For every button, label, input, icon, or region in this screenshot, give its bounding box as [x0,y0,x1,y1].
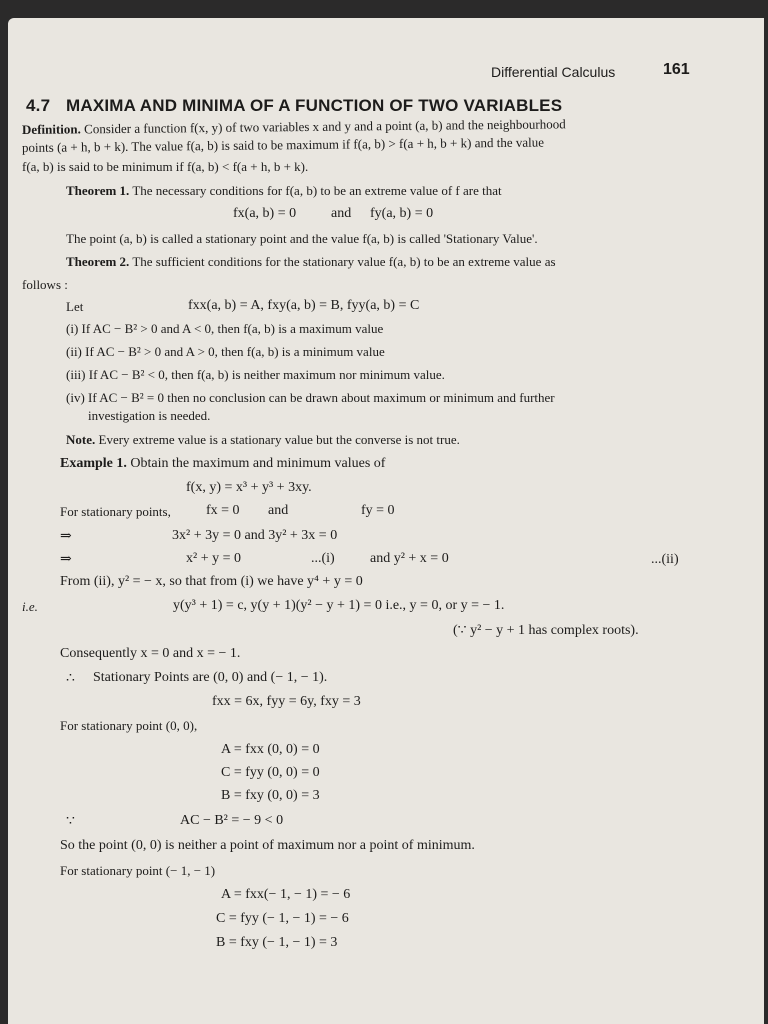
condition-case-1: (i) If AC − B² > 0 and A < 0, then f(a, b) is a maximum value [66,321,384,336]
theorem-2-text: The sufficient conditions for the stationary value f(a, b) to be an extreme value as [132,254,556,269]
sp1-conclusion: So the point (0, 0) is neither a point of maximum nor a point of minimum. [60,838,475,853]
theorem-1 [66,183,502,199]
condition-case-4-cont: investigation is needed. [88,408,211,423]
sp2-C: C = fyy (− 1, − 1) = − 6 [216,911,349,926]
complex-roots-note: (∵ y² − y + 1 has complex roots). [453,623,639,638]
sp1-label: For stationary point (0, 0), [60,718,198,733]
equation-line-a: 3x² + 3y = 0 and 3y² + 3x = 0 [172,528,338,543]
sp-and: and [268,503,289,518]
sp1-A: A = fxx (0, 0) = 0 [221,742,320,757]
note-text: Every extreme value is a stationary value but the converse is not true. [98,432,460,447]
from-ii-line: From (ii), y² = − x, so that from (i) we have y⁴ + y = 0 [60,574,363,589]
sp-eq-2: fy = 0 [361,503,395,518]
sp2-label: For stationary point (− 1, − 1) [60,863,216,878]
example-1 [60,456,385,472]
definition-label: Definition. [21,121,81,137]
theorem-1-label: Theorem 1. [66,183,130,198]
page-number: 161 [663,61,690,78]
theorem-2 [66,254,556,270]
theorem-1-eq-2: fy(a, b) = 0 [370,206,434,221]
sp1-B: B = fxy (0, 0) = 3 [221,788,320,803]
equation-ii: and y² + x = 0 [370,551,449,566]
stationary-points-label: For stationary points, [60,504,171,519]
example-function: f(x, y) = x³ + y³ + 3xy. [186,480,312,495]
example-label: Example 1. [60,456,127,471]
equation-i-tag: ...(i) [311,551,335,566]
second-derivatives: fxx = 6x, fyy = 6y, fxy = 3 [212,694,361,709]
definition-line-2: points (a + h, b + k). The value f(a, b) is said to be maximum if f(a, b) > f(a + h, b + k) and the value [21,134,545,155]
condition-case-3: (iii) If AC − B² < 0, then f(a, b) is neither maximum nor minimum value. [66,367,445,382]
theorem-1-text: The necessary conditions for f(a, b) to be an extreme value of f are that [132,183,502,198]
solve-line: y(y³ + 1) = c, y(y + 1)(y² − y + 1) = 0 i.e., y = 0, or y = − 1. [173,598,505,613]
sp1-AC: AC − B² = − 9 < 0 [180,813,284,828]
theorem-1-and: and [331,206,352,221]
sp2-A: A = fxx(− 1, − 1) = − 6 [221,887,351,902]
book-page [8,18,764,1024]
sp-eq-1: fx = 0 [206,503,240,518]
note-label: Note. [66,432,96,447]
section-number: 4.7 [26,96,51,115]
condition-case-4: (iv) If AC − B² = 0 then no conclusion can be drawn about maximum or minimum and further [66,390,555,405]
equation-i: x² + y = 0 [186,551,241,566]
stationary-points-result: Stationary Points are (0, 0) and (− 1, − 1). [93,670,328,685]
theorem-2-let: Let [66,299,84,314]
example-text: Obtain the maximum and minimum values of [130,456,386,471]
stationary-point-definition: The point (a, b) is called a stationary point and the value f(a, b) is called 'Stationary Value'. [66,231,538,246]
implies-symbol-2: ⇒ [60,552,72,567]
because-symbol: ∵ [66,814,75,829]
sp1-C: C = fyy (0, 0) = 0 [221,765,320,780]
note [66,432,460,448]
theorem-1-eq-1: fx(a, b) = 0 [233,206,297,221]
ie-margin: i.e. [22,599,38,614]
theorem-2-label: Theorem 2. [66,254,130,269]
definition-text: Consider a function f(x, y) of two variables x and y and a point (a, b) and the neighbourhood [84,116,566,137]
consequently-line: Consequently x = 0 and x = − 1. [60,646,241,661]
equation-ii-tag: ...(ii) [651,552,679,567]
sp2-B: B = fxy (− 1, − 1) = 3 [216,935,338,950]
therefore-symbol: ∴ [66,671,75,686]
theorem-2-let-eq: fxx(a, b) = A, fxy(a, b) = B, fyy(a, b) = C [188,298,420,313]
condition-case-2: (ii) If AC − B² > 0 and A > 0, then f(a, b) is a minimum value [66,344,385,359]
definition-line-3: f(a, b) is said to be minimum if f(a, b) < f(a + h, b + k). [22,159,309,174]
theorem-2-follows: follows : [22,277,68,292]
running-title: Differential Calculus [491,64,616,80]
implies-symbol-1: ⇒ [60,529,72,544]
section-title: MAXIMA AND MINIMA OF A FUNCTION OF TWO VARIABLES [66,96,563,115]
